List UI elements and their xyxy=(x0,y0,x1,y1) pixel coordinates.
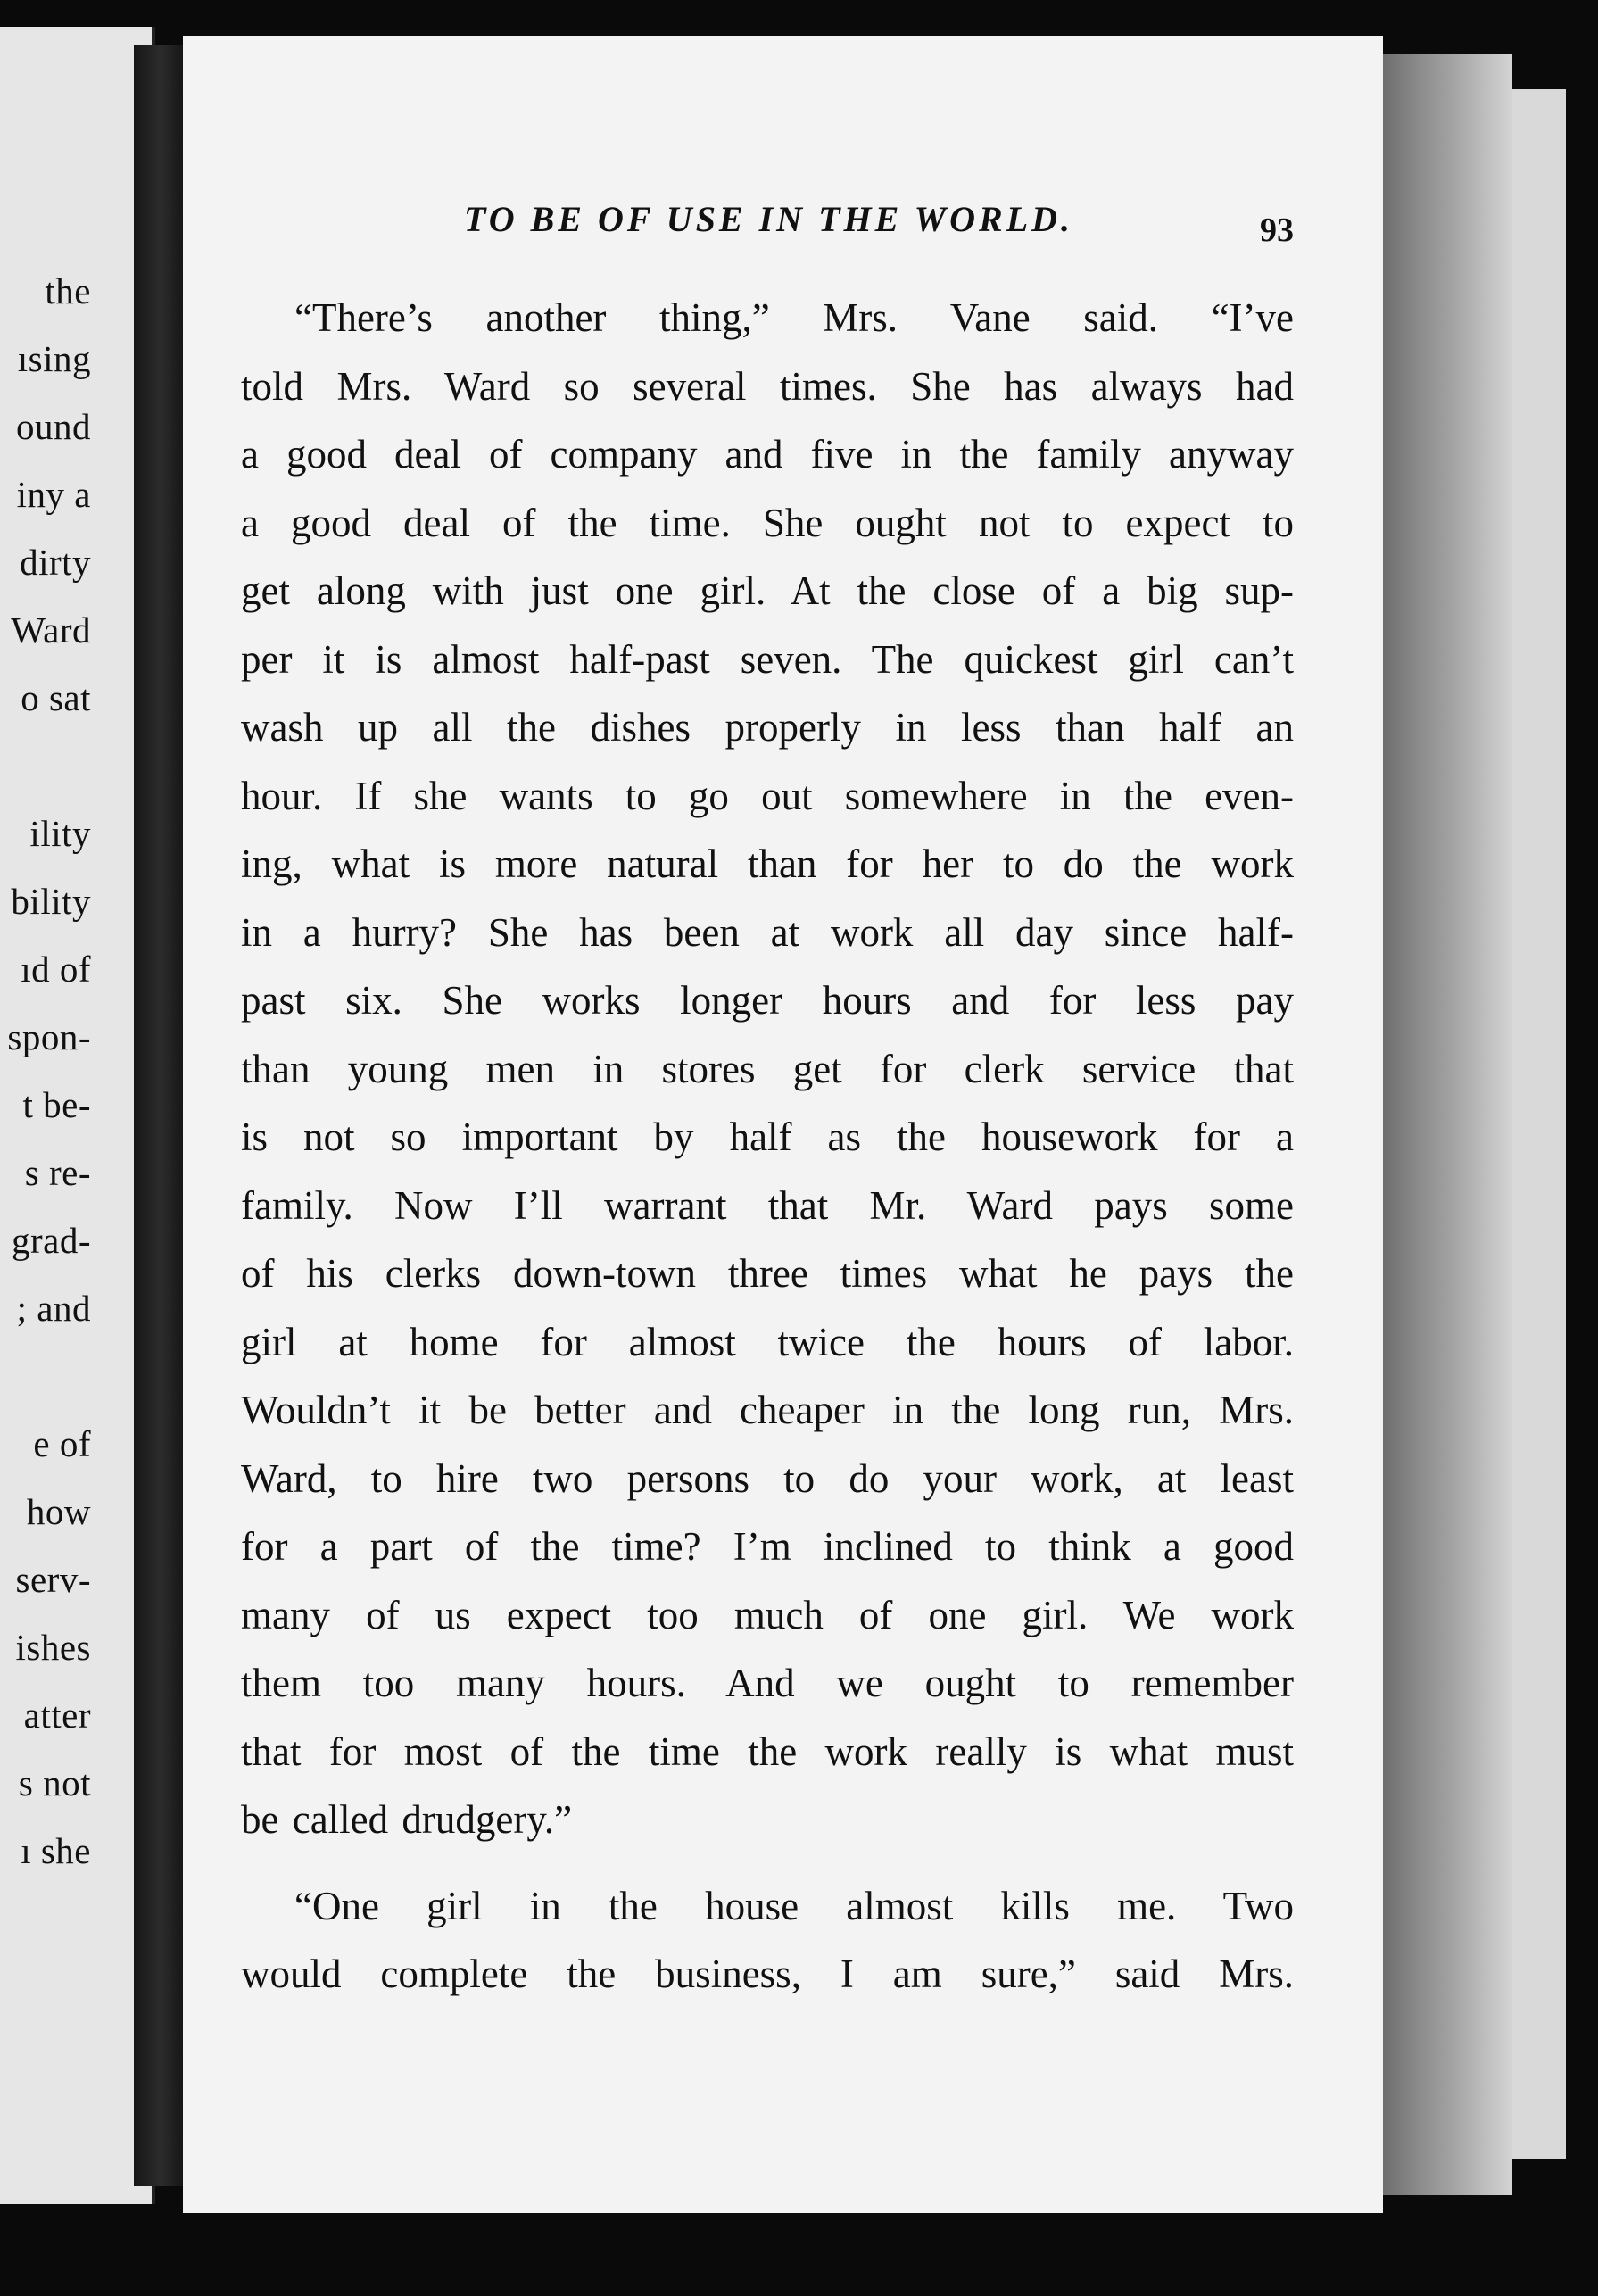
text-line: than young men in stores get for clerk service that xyxy=(241,1046,1294,1091)
text-line: hour. If she wants to go out somewhere in the even- xyxy=(241,773,1294,818)
left-page-line: grad- xyxy=(11,1220,91,1261)
text-line: “One girl in the house almost kills me. Two xyxy=(294,1883,1294,1928)
left-page-line: how xyxy=(26,1491,91,1532)
text-line: wash up all the dishes properly in less than half an xyxy=(241,705,1294,750)
paragraph xyxy=(241,1872,1294,2009)
left-page-line: dirty xyxy=(20,542,91,583)
text-line: that for most of the time the work really is what must xyxy=(241,1728,1294,1774)
text-line: is not so important by half as the housework for a xyxy=(241,1115,1294,1159)
left-page-line: serv- xyxy=(15,1559,91,1600)
text-line: a good deal of the time. She ought not to expect to xyxy=(241,500,1294,545)
text-line: would complete the business, I am sure,” said Mrs. xyxy=(241,1952,1294,1996)
left-page-line: ıd of xyxy=(21,949,91,990)
page-edge-shadow xyxy=(1379,54,1512,2195)
text-line: per it is almost half-past seven. The quickest girl can’t xyxy=(241,636,1294,682)
text-line: family. Now I’ll warrant that Mr. Ward pays some xyxy=(241,1182,1294,1228)
left-page-line: Ward xyxy=(11,609,91,651)
running-header: TO BE OF USE IN THE WORLD. xyxy=(464,199,1074,239)
left-page-line: ; and xyxy=(16,1288,91,1329)
left-page-line: spon- xyxy=(7,1016,91,1057)
text-line: in a hurry? She has been at work all day since half- xyxy=(241,909,1294,955)
text-line: girl at home for almost twice the hours of labor. xyxy=(241,1319,1294,1364)
left-page-line: ishes xyxy=(15,1627,91,1668)
left-page-line: e of xyxy=(33,1423,91,1464)
left-page-line: ı she xyxy=(21,1830,91,1871)
text-line: a good deal of company and five in the family anyway xyxy=(241,432,1294,477)
text-line: many of us expect too much of one girl. We work xyxy=(241,1592,1294,1637)
left-page-line: ound xyxy=(16,406,91,447)
left-page-line: bility xyxy=(11,881,91,922)
text-line: of his clerks down-town three times what he pays the xyxy=(241,1251,1294,1296)
text-line: told Mrs. Ward so several times. She has always had xyxy=(241,363,1294,409)
left-page-line: t be- xyxy=(22,1084,91,1125)
text-line: be called drudgery.” xyxy=(241,1797,573,1842)
page-edge-stack xyxy=(1512,89,1566,2159)
text-line: Ward, to hire two persons to do your work, at least xyxy=(241,1455,1294,1501)
page-number: 93 xyxy=(1260,211,1294,249)
left-page-line: ility xyxy=(29,813,91,854)
left-page-line: s re- xyxy=(24,1152,91,1193)
page-body-text xyxy=(241,284,1294,2009)
paragraph xyxy=(241,284,1294,1854)
text-line: Wouldn’t it be better and cheaper in the long run, Mrs. xyxy=(241,1388,1294,1432)
left-page-line: atter xyxy=(23,1695,91,1736)
text-line: past six. She works longer hours and for less pay xyxy=(241,978,1294,1023)
book-gutter xyxy=(134,45,187,2186)
text-line: ing, what is more natural than for her to do the work xyxy=(241,841,1294,886)
left-page-line: s not xyxy=(18,1762,91,1803)
left-page-line: ısing xyxy=(17,338,91,379)
left-facing-page xyxy=(0,27,155,2204)
left-page-line: the xyxy=(45,270,91,311)
text-line: get along with just one girl. At the close of a big sup- xyxy=(241,568,1294,613)
left-page-line: iny a xyxy=(16,474,91,515)
text-line: them too many hours. And we ought to remember xyxy=(241,1661,1294,1705)
text-line: “There’s another thing,” Mrs. Vane said. “I’ve xyxy=(294,295,1294,340)
text-line: for a part of the time? I’m inclined to think a good xyxy=(241,1524,1294,1569)
left-page-line: o sat xyxy=(21,677,91,718)
